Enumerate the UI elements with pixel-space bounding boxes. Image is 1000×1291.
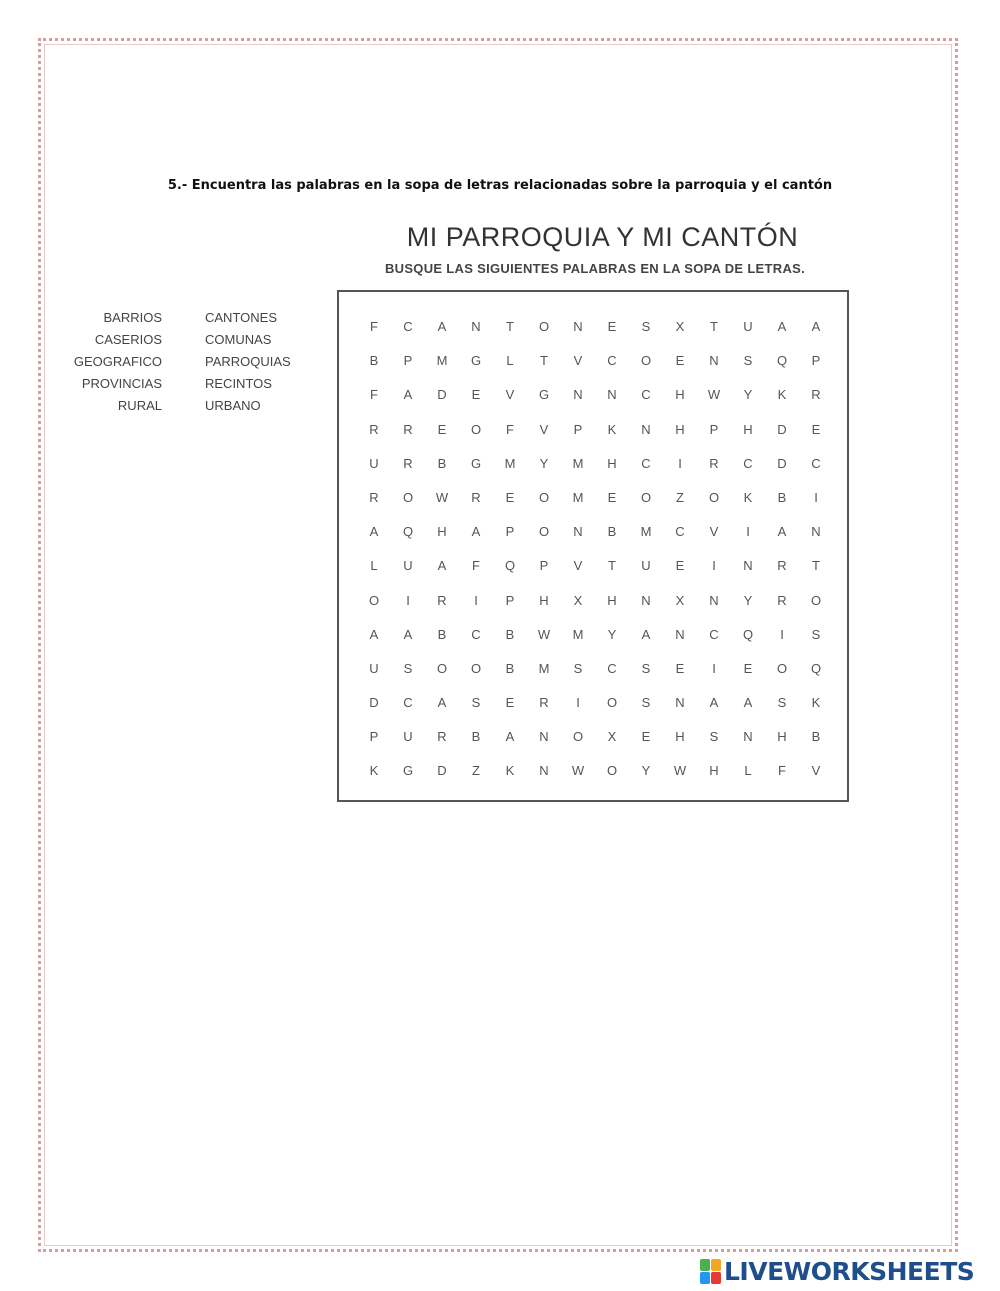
grid-letter: A (403, 387, 413, 403)
grid-letter: T (540, 353, 548, 369)
grid-letter: A (777, 524, 787, 540)
grid-letter: B (777, 489, 787, 505)
grid-letter: B (811, 729, 821, 745)
grid-letter: M (640, 524, 652, 540)
grid-letter: O (606, 763, 618, 779)
grid-letter: I (406, 592, 410, 608)
grid-letter: V (573, 353, 583, 369)
grid-letter: E (607, 489, 617, 505)
grid-letter: S (471, 695, 481, 711)
grid-letter: H (539, 592, 549, 608)
grid-letter: Q (776, 353, 788, 369)
grid-letter: L (744, 763, 752, 779)
logo-square (700, 1272, 710, 1284)
grid-letter: I (712, 558, 716, 574)
grid-letter: M (436, 353, 448, 369)
grid-letter: A (437, 319, 447, 334)
grid-letter: L (506, 353, 514, 369)
grid-letter: O (538, 319, 550, 334)
grid-letter: N (709, 353, 719, 369)
grid-letter: S (573, 660, 583, 676)
grid-letter: Q (402, 524, 414, 540)
grid-letter: O (470, 660, 482, 676)
grid-letter: D (369, 695, 379, 711)
grid-letter: N (811, 524, 821, 540)
grid-letter: H (675, 421, 685, 437)
grid-letter: F (370, 319, 378, 334)
word-item: URBANO (205, 398, 261, 413)
word-item: PARROQUIAS (205, 354, 291, 369)
grid-letter: E (743, 660, 753, 676)
word-item: RURAL (117, 398, 162, 413)
grid-letter: O (640, 489, 652, 505)
grid-letter: Y (539, 455, 549, 471)
grid-letter: X (573, 592, 583, 608)
grid-letter: O (538, 489, 550, 505)
grid-letter: N (743, 558, 753, 574)
grid-letter: T (812, 558, 820, 574)
grid-letter: M (572, 489, 584, 505)
grid-letter: R (811, 387, 821, 403)
logo-square (700, 1259, 710, 1271)
grid-letter: N (573, 319, 583, 334)
grid-letter: M (504, 455, 516, 471)
grid-letter: N (675, 626, 685, 642)
grid-letter: M (572, 455, 584, 471)
word-item: PROVINCIAS (81, 376, 162, 391)
grid-letter: O (810, 592, 822, 608)
grid-letter: A (471, 524, 481, 540)
grid-letter: E (641, 729, 651, 745)
grid-letter: W (435, 489, 449, 505)
word-item: GEOGRAFICO (73, 354, 162, 369)
grid-letter: H (607, 455, 617, 471)
grid-letter: O (368, 592, 380, 608)
grid-letter: Z (676, 489, 684, 505)
word-list-column-2 (205, 310, 325, 420)
grid-letter: A (369, 626, 379, 642)
grid-letter: U (641, 558, 651, 574)
grid-letter: Y (743, 592, 753, 608)
grid-letter: B (437, 455, 447, 471)
grid-letter: Y (641, 763, 651, 779)
grid-letter: O (640, 353, 652, 369)
grid-letter: R (777, 558, 787, 574)
grid-letter: E (675, 660, 685, 676)
word-item: CASERIOS (94, 332, 162, 347)
grid-letter: C (811, 455, 821, 471)
logo-mark-icon (700, 1259, 721, 1284)
letter-grid (357, 310, 833, 789)
grid-letter: H (675, 387, 685, 403)
grid-letter: E (471, 387, 481, 403)
grid-letter: R (403, 455, 413, 471)
grid-letter: C (641, 387, 651, 403)
grid-letter: W (673, 763, 687, 779)
grid-letter: F (506, 421, 514, 437)
grid-letter: T (506, 319, 514, 334)
grid-letter: O (538, 524, 550, 540)
grid-letter: K (811, 695, 821, 711)
worksheet-title: MI PARROQUIA Y MI CANTÓN (406, 222, 799, 252)
grid-letter: O (436, 660, 448, 676)
grid-letter: U (743, 319, 753, 334)
grid-letter: P (573, 421, 583, 437)
grid-letter: R (539, 695, 549, 711)
grid-letter: A (437, 695, 447, 711)
grid-letter: R (437, 592, 447, 608)
grid-letter: G (470, 353, 482, 369)
grid-letter: C (471, 626, 481, 642)
grid-letter: E (675, 353, 685, 369)
grid-letter: Q (742, 626, 754, 642)
grid-letter: E (811, 421, 821, 437)
grid-letter: B (471, 729, 481, 745)
instruction-text: 5.- Encuentra las palabras en la sopa de letras relacionadas sobre la parroquia y el cantón (167, 178, 833, 193)
grid-letter: N (709, 592, 719, 608)
grid-letter: Q (810, 660, 822, 676)
grid-letter: G (470, 455, 482, 471)
grid-letter: U (403, 729, 413, 745)
grid-letter: U (403, 558, 413, 574)
grid-letter: O (606, 695, 618, 711)
grid-letter: S (641, 319, 651, 334)
grid-letter: C (403, 319, 413, 334)
grid-letter: B (369, 353, 379, 369)
grid-letter: B (505, 660, 515, 676)
grid-letter: P (709, 421, 719, 437)
grid-letter: N (607, 387, 617, 403)
grid-letter: I (780, 626, 784, 642)
grid-letter: K (369, 763, 379, 779)
grid-letter: V (573, 558, 583, 574)
grid-letter: E (505, 489, 515, 505)
grid-letter: K (607, 421, 617, 437)
logo-square (711, 1272, 721, 1284)
grid-letter: V (539, 421, 549, 437)
logo-square (711, 1259, 721, 1271)
grid-letter: B (437, 626, 447, 642)
grid-letter: A (369, 524, 379, 540)
grid-letter: O (572, 729, 584, 745)
grid-letter: O (470, 421, 482, 437)
grid-letter: B (607, 524, 617, 540)
grid-letter: A (811, 319, 821, 334)
worksheet-subtitle: BUSQUE LAS SIGUIENTES PALABRAS EN LA SOPA DE LETRAS. (384, 261, 806, 276)
grid-letter: S (641, 695, 651, 711)
grid-letter: N (573, 524, 583, 540)
word-list-column-1 (60, 310, 162, 420)
grid-letter: E (675, 558, 685, 574)
grid-letter: V (505, 387, 515, 403)
grid-letter: N (539, 729, 549, 745)
liveworksheets-logo (700, 1258, 974, 1284)
grid-letter: H (709, 763, 719, 779)
grid-letter: A (505, 729, 515, 745)
grid-letter: H (437, 524, 447, 540)
grid-letter: Z (472, 763, 480, 779)
grid-letter: S (403, 660, 413, 676)
grid-letter: W (537, 626, 551, 642)
grid-letter: P (505, 592, 515, 608)
grid-letter: H (743, 421, 753, 437)
grid-letter: C (709, 626, 719, 642)
grid-letter: N (641, 592, 651, 608)
grid-letter: C (743, 455, 753, 471)
grid-letter: P (539, 558, 549, 574)
grid-letter: M (572, 626, 584, 642)
grid-letter: A (403, 626, 413, 642)
grid-letter: Q (504, 558, 516, 574)
grid-letter: D (437, 387, 447, 403)
grid-letter: P (811, 353, 821, 369)
grid-letter: H (675, 729, 685, 745)
grid-letter: H (777, 729, 787, 745)
grid-letter: C (403, 695, 413, 711)
grid-letter: O (708, 489, 720, 505)
word-item: CANTONES (205, 310, 277, 325)
grid-letter: S (709, 729, 719, 745)
grid-letter: E (505, 695, 515, 711)
grid-letter: O (776, 660, 788, 676)
grid-letter: G (538, 387, 550, 403)
grid-letter: F (370, 387, 378, 403)
grid-letter: T (608, 558, 616, 574)
grid-letter: G (402, 763, 414, 779)
grid-letter: A (437, 558, 447, 574)
grid-letter: I (576, 695, 580, 711)
grid-letter: R (471, 489, 481, 505)
grid-letter: U (369, 660, 379, 676)
grid-letter: N (539, 763, 549, 779)
grid-letter: R (709, 455, 719, 471)
grid-letter: E (437, 421, 447, 437)
grid-letter: N (471, 319, 481, 334)
grid-letter: P (505, 524, 515, 540)
grid-letter: B (505, 626, 515, 642)
grid-letter: A (743, 695, 753, 711)
word-item: COMUNAS (205, 332, 272, 347)
grid-letter: R (437, 729, 447, 745)
grid-letter: D (437, 763, 447, 779)
grid-letter: N (573, 387, 583, 403)
grid-letter: A (709, 695, 719, 711)
grid-letter: Y (743, 387, 753, 403)
word-search-grid (337, 290, 849, 802)
grid-letter: K (777, 387, 787, 403)
grid-letter: N (743, 729, 753, 745)
grid-letter: P (369, 729, 379, 745)
grid-letter: S (743, 353, 753, 369)
grid-letter: K (505, 763, 515, 779)
grid-letter: X (675, 319, 685, 334)
grid-letter: F (778, 763, 786, 779)
grid-letter: I (746, 524, 750, 540)
grid-letter: O (402, 489, 414, 505)
grid-letter: R (369, 421, 379, 437)
grid-letter: C (641, 455, 651, 471)
grid-letter: D (777, 421, 787, 437)
grid-letter: Y (607, 626, 617, 642)
grid-letter: A (777, 319, 787, 334)
word-item: RECINTOS (205, 376, 272, 391)
grid-letter: S (811, 626, 821, 642)
grid-letter: K (743, 489, 753, 505)
grid-letter: S (641, 660, 651, 676)
grid-letter: T (710, 319, 718, 334)
grid-letter: R (403, 421, 413, 437)
grid-letter: D (777, 455, 787, 471)
grid-letter: M (538, 660, 550, 676)
grid-letter: C (675, 524, 685, 540)
grid-letter: I (814, 489, 818, 505)
grid-letter: F (472, 558, 480, 574)
grid-letter: I (712, 660, 716, 676)
grid-letter: C (607, 353, 617, 369)
grid-letter: N (675, 695, 685, 711)
grid-letter: E (607, 319, 617, 334)
grid-letter: R (777, 592, 787, 608)
grid-letter: N (641, 421, 651, 437)
grid-letter: A (641, 626, 651, 642)
grid-letter: H (607, 592, 617, 608)
grid-letter: I (678, 455, 682, 471)
grid-letter: I (474, 592, 478, 608)
grid-letter: S (777, 695, 787, 711)
grid-letter: V (709, 524, 719, 540)
word-item: BARRIOS (103, 310, 162, 325)
grid-letter: W (571, 763, 585, 779)
grid-letter: X (607, 729, 617, 745)
grid-letter: V (811, 763, 821, 779)
grid-letter: X (675, 592, 685, 608)
grid-letter: P (403, 353, 413, 369)
grid-letter: W (707, 387, 721, 403)
grid-letter: L (370, 558, 378, 574)
grid-letter: U (369, 455, 379, 471)
grid-letter: R (369, 489, 379, 505)
grid-letter: C (607, 660, 617, 676)
logo-text: LIVEWORKSHEETS (724, 1256, 975, 1286)
